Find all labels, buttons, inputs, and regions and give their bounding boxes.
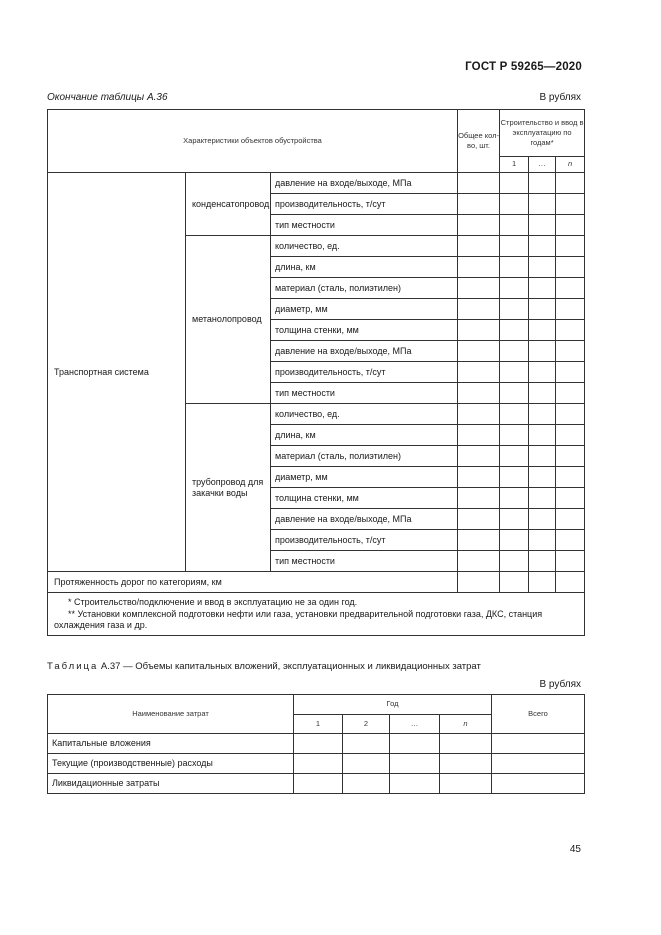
cost-name: Текущие (производственные) расходы <box>48 754 294 774</box>
value-cell <box>458 173 500 194</box>
table-a36 <box>47 109 585 636</box>
value-cell <box>492 754 585 774</box>
value-cell <box>529 236 556 257</box>
value-cell <box>556 572 585 593</box>
document-title: ГОСТ Р 59265—2020 <box>465 61 582 73</box>
table-a37-caption <box>47 661 481 672</box>
value-cell <box>556 173 585 194</box>
table-row <box>48 774 585 794</box>
value-cell <box>529 341 556 362</box>
value-cell <box>458 530 500 551</box>
attribute-label: давление на входе/выходе, МПа <box>271 341 458 362</box>
header-year-1: 1 <box>294 715 343 734</box>
value-cell <box>343 734 390 754</box>
value-cell <box>500 320 529 341</box>
value-cell <box>500 467 529 488</box>
value-cell <box>529 425 556 446</box>
attribute-label: производительность, т/сут <box>271 530 458 551</box>
value-cell <box>500 488 529 509</box>
value-cell <box>500 341 529 362</box>
footnotes <box>48 593 585 636</box>
group-name: метанолопровод <box>186 236 271 404</box>
value-cell <box>500 299 529 320</box>
value-cell <box>458 488 500 509</box>
value-cell <box>529 467 556 488</box>
attribute-label: тип местности <box>271 551 458 572</box>
value-cell <box>458 236 500 257</box>
attribute-label: длина, км <box>271 425 458 446</box>
value-cell <box>529 215 556 236</box>
value-cell <box>458 425 500 446</box>
value-cell <box>294 754 343 774</box>
attribute-label: количество, ед. <box>271 404 458 425</box>
table-a36-caption: Окончание таблицы А.36 <box>47 92 168 103</box>
value-cell <box>556 194 585 215</box>
value-cell <box>492 774 585 794</box>
value-cell <box>458 446 500 467</box>
value-cell <box>529 551 556 572</box>
footnote: ** Установки комплексной подготовки нефти или газа, установки предварительной подготовки газа, ДКС, станция охлаждения газа и др. <box>54 608 543 631</box>
value-cell <box>390 734 440 754</box>
value-cell <box>500 236 529 257</box>
value-cell <box>556 404 585 425</box>
value-cell <box>500 362 529 383</box>
value-cell <box>500 446 529 467</box>
value-cell <box>500 572 529 593</box>
value-cell <box>500 173 529 194</box>
value-cell <box>556 257 585 278</box>
value-cell <box>556 488 585 509</box>
value-cell <box>556 215 585 236</box>
value-cell <box>500 278 529 299</box>
table-a37-caption-text: А.37 — Объемы капитальных вложений, эксплуатационных и ликвидационных затрат <box>100 661 481 672</box>
header-year-ellipsis: … <box>529 157 556 173</box>
value-cell <box>500 509 529 530</box>
cost-name: Ликвидационные затраты <box>48 774 294 794</box>
header-construction: Строительство и ввод в эксплуатацию по годам* <box>500 110 585 157</box>
header-year-n: n <box>556 157 585 173</box>
value-cell <box>492 734 585 754</box>
value-cell <box>556 446 585 467</box>
value-cell <box>556 278 585 299</box>
value-cell <box>529 299 556 320</box>
value-cell <box>458 551 500 572</box>
roads-label: Протяженность дорог по категориям, км <box>48 572 458 593</box>
table-a37 <box>47 694 585 794</box>
attribute-label: производительность, т/сут <box>271 194 458 215</box>
attribute-label: тип местности <box>271 383 458 404</box>
value-cell <box>440 734 492 754</box>
value-cell <box>500 257 529 278</box>
value-cell <box>500 530 529 551</box>
footnote: * Строительство/подключение и ввод в эксплуатацию не за один год. <box>68 597 358 607</box>
header-year-n: n <box>440 715 492 734</box>
attribute-label: длина, км <box>271 257 458 278</box>
value-cell <box>458 362 500 383</box>
value-cell <box>529 278 556 299</box>
value-cell <box>556 467 585 488</box>
value-cell <box>529 320 556 341</box>
value-cell <box>440 774 492 794</box>
attribute-label: количество, ед. <box>271 236 458 257</box>
header-cost-name: Наименование затрат <box>48 695 294 734</box>
header-year-1: 1 <box>500 157 529 173</box>
value-cell <box>556 320 585 341</box>
cost-name: Капитальные вложения <box>48 734 294 754</box>
header-total-quantity: Общее кол-во, шт. <box>458 110 500 173</box>
value-cell <box>458 572 500 593</box>
attribute-label: толщина стенки, мм <box>271 488 458 509</box>
attribute-label: толщина стенки, мм <box>271 320 458 341</box>
value-cell <box>458 194 500 215</box>
attribute-label: производительность, т/сут <box>271 362 458 383</box>
system-name: Транспортная система <box>48 173 186 572</box>
attribute-label: тип местности <box>271 215 458 236</box>
value-cell <box>390 774 440 794</box>
value-cell <box>500 383 529 404</box>
value-cell <box>458 299 500 320</box>
value-cell <box>458 383 500 404</box>
value-cell <box>440 754 492 774</box>
value-cell <box>343 774 390 794</box>
table-row <box>48 754 585 774</box>
attribute-label: давление на входе/выходе, МПа <box>271 509 458 530</box>
header-year: Год <box>294 695 492 715</box>
table-row <box>48 173 585 194</box>
table-row <box>48 734 585 754</box>
value-cell <box>529 173 556 194</box>
value-cell <box>529 446 556 467</box>
value-cell <box>556 299 585 320</box>
attribute-label: материал (сталь, полиэтилен) <box>271 278 458 299</box>
value-cell <box>458 467 500 488</box>
value-cell <box>556 509 585 530</box>
value-cell <box>500 425 529 446</box>
header-year-ellipsis: … <box>390 715 440 734</box>
value-cell <box>529 362 556 383</box>
value-cell <box>458 257 500 278</box>
header-total: Всего <box>492 695 585 734</box>
value-cell <box>556 341 585 362</box>
header-characteristics: Характеристики объектов обустройства <box>48 110 458 173</box>
value-cell <box>529 257 556 278</box>
value-cell <box>556 425 585 446</box>
value-cell <box>500 404 529 425</box>
value-cell <box>500 551 529 572</box>
value-cell <box>556 236 585 257</box>
value-cell <box>500 194 529 215</box>
value-cell <box>529 509 556 530</box>
value-cell <box>294 774 343 794</box>
value-cell <box>529 383 556 404</box>
table-a37-units: В рублях <box>539 679 581 690</box>
value-cell <box>294 734 343 754</box>
value-cell <box>556 551 585 572</box>
value-cell <box>343 754 390 774</box>
value-cell <box>458 215 500 236</box>
value-cell <box>529 194 556 215</box>
value-cell <box>529 488 556 509</box>
group-name: трубопровод для закачки воды <box>186 404 271 572</box>
group-name: конденсатопровод <box>186 173 271 236</box>
value-cell <box>529 404 556 425</box>
attribute-label: давление на входе/выходе, МПа <box>271 173 458 194</box>
value-cell <box>458 341 500 362</box>
header-year-2: 2 <box>343 715 390 734</box>
value-cell <box>458 320 500 341</box>
value-cell <box>556 530 585 551</box>
page-number: 45 <box>569 844 581 855</box>
table-row <box>48 572 585 593</box>
value-cell <box>390 754 440 774</box>
value-cell <box>556 383 585 404</box>
attribute-label: диаметр, мм <box>271 467 458 488</box>
value-cell <box>529 572 556 593</box>
table-a37-caption-label: Таблица <box>47 661 99 672</box>
table-a36-units: В рублях <box>539 92 581 103</box>
value-cell <box>500 215 529 236</box>
value-cell <box>529 530 556 551</box>
value-cell <box>556 362 585 383</box>
attribute-label: диаметр, мм <box>271 299 458 320</box>
attribute-label: материал (сталь, полиэтилен) <box>271 446 458 467</box>
value-cell <box>458 404 500 425</box>
value-cell <box>458 278 500 299</box>
value-cell <box>458 509 500 530</box>
notes-row <box>48 593 585 636</box>
